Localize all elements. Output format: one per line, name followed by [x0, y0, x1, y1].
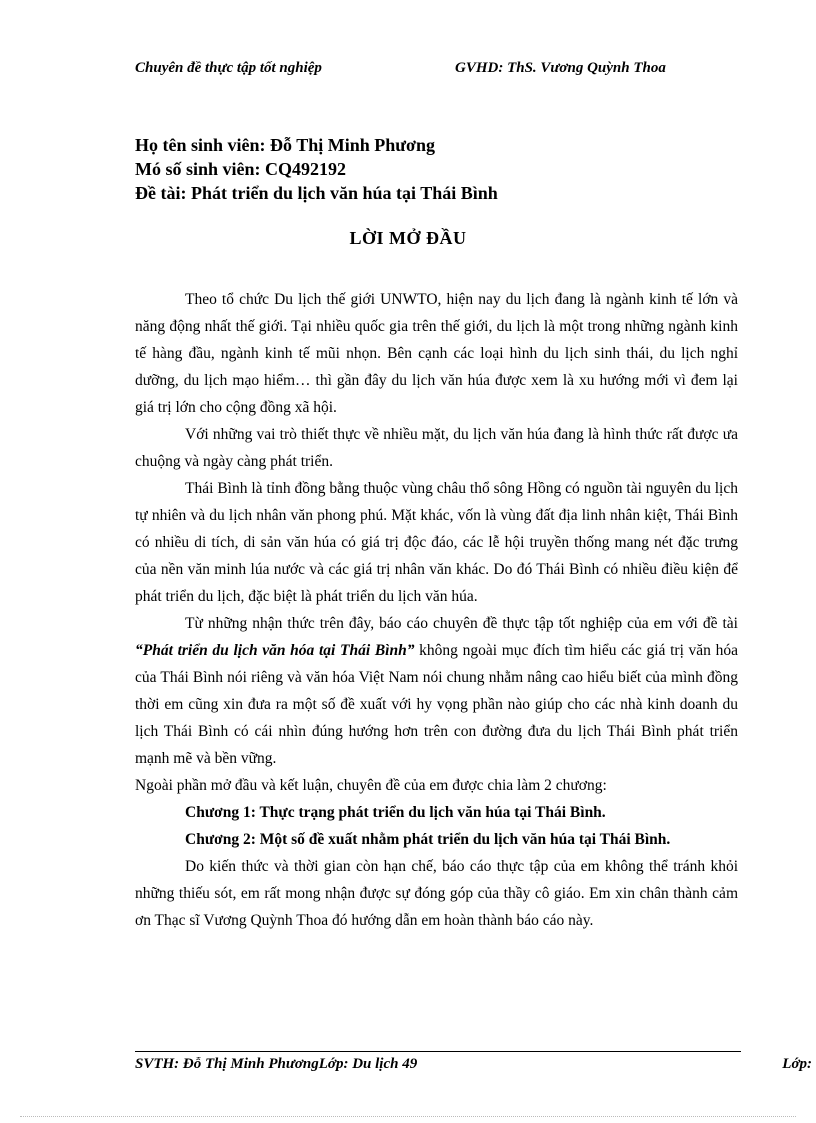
paragraph-text: Từ những nhận thức trên đây, báo cáo chuyên đề thực tập tốt nghiệp của em với đề tài	[185, 615, 738, 632]
page-bottom-divider	[20, 1116, 796, 1117]
topic-title: Đề tài: Phát triển du lịch văn húa tại Thái Bình	[135, 183, 498, 203]
footer-divider	[135, 1051, 741, 1052]
footer-student: SVTH: Đỗ Thị Minh PhươngLớp: Du lịch 49	[135, 1056, 418, 1072]
paragraph: Do kiến thức và thời gian còn hạn chế, báo cáo thực tập của em không thể tránh khỏi những thiếu sót, em rất mong nhận được sự đóng góp của thầy cô giáo. Em xin chân thành cảm ơn Thạc sĩ Vương Quỳnh Thoa đó hướng dẫn em hoàn thành báo cáo này.	[135, 858, 738, 929]
paragraph: Thái Bình là tỉnh đồng bằng thuộc vùng châu thổ sông Hồng có nguồn tài nguyên du lịch tự nhiên và du lịch nhân văn phong phú. Mặt khác, vốn là vùng đất địa linh nhân kiệt, Thái Bình có nhiều di tích, di sản văn húa có giá trị độc đáo, các lễ hội truyền thống mang nét đặc trưng của nền văn minh lúa nước và các giá trị nhân văn khác. Do đó Thái Bình có nhiều điều kiện để phát triển du lịch, đặc biệt là phát triển du lịch văn húa.	[135, 480, 738, 605]
header-supervisor: GVHD: ThS. Vương Quỳnh Thoa	[455, 60, 666, 76]
page-header	[135, 60, 745, 84]
chapter-2: Chương 2: Một số đề xuất nhằm phát triển du lịch văn húa tại Thái Bình.	[185, 831, 671, 848]
student-info	[135, 133, 498, 205]
paragraph	[135, 610, 738, 772]
student-id: Mó số sinh viên: CQ492192	[135, 159, 347, 179]
paragraph: Với những vai trò thiết thực về nhiều mặt, du lịch văn húa đang là hình thức rất được ưa chuộng và ngày càng phát triển.	[135, 426, 738, 470]
paragraph: Ngoài phần mở đầu và kết luận, chuyên đề của em được chia làm 2 chương:	[135, 777, 607, 794]
page-title: LỜI MỞ ĐẦU	[349, 228, 467, 248]
chapter-1: Chương 1: Thực trạng phát triển du lịch văn húa tại Thái Bình.	[185, 804, 606, 821]
student-name: Họ tên sinh viên: Đỗ Thị Minh Phương	[135, 135, 436, 155]
topic-reference: “Phát triển du lịch văn hóa tại Thái Bình”	[135, 642, 415, 659]
paragraph: Theo tổ chức Du lịch thế giới UNWTO, hiện nay du lịch đang là ngành kinh tế lớn và năng động nhất thế giới. Tại nhiều quốc gia trên thế giới, du lịch là một trong những ngành kinh tế hàng đầu, ngành kinh tế mũi nhọn. Bên cạnh các loại hình du lịch sinh thái, du lịch nghỉ dưỡng, du lịch mạo hiểm… thì gần đây du lịch văn húa được xem là xu hướng mới vì đem lại giá trị lớn cho cộng đồng xã hội.	[135, 291, 738, 416]
document-body	[135, 286, 738, 934]
header-course-title: Chuyên đề thực tập tốt nghiệp	[135, 60, 322, 76]
page-footer	[135, 1056, 816, 1080]
footer-class: Lớp:	[782, 1056, 812, 1072]
paragraph-text: không ngoài mục đích tìm hiểu các giá trị văn hóa của Thái Bình nói riêng và văn hóa Việt Nam nói chung nhằm nâng cao hiểu biết của mình đồng thời em cũng xin đưa ra một số đề xuất với hy vọng phần nào giúp cho các nhà kinh doanh du lịch Thái Bình có cái nhìn đúng hướng hơn trên con đường đưa du lịch Thái Bình phát triển mạnh mẽ và bền vững.	[135, 642, 738, 767]
